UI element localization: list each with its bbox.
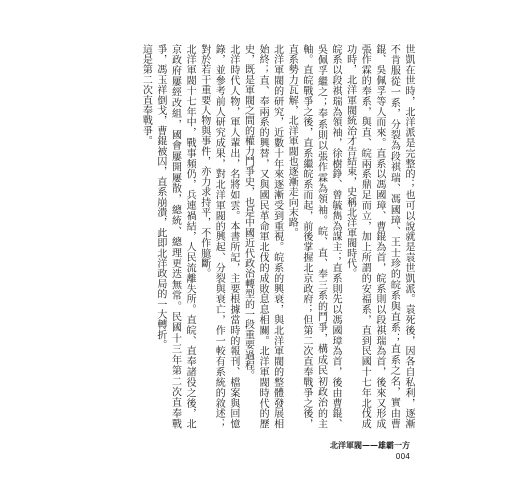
- page-footer: [330, 440, 410, 462]
- paragraph-4: 北洋時代人物，軍人輩出，名將如雲。本書所記，主要根據當時的報刊、檔案與回憶錄，並參考前人研究成果，對北洋軍閥的興起、分裂與衰亡，作一較有系統的敘述；對於若干重要人物與事件，亦力求持平，不作臆斷。: [198, 44, 239, 429]
- paragraph-2: 皖系以段祺瑞為領袖，徐樹錚、曾毓雋為謀主；直系則先以馮國璋為首，後由曹錕、吳佩孚繼之；奉系則以張作霖為領袖。皖、直、奉三系的鬥爭，構成民初政治的主軸。直皖戰爭之後，直系繼皖系而起，前後掌握北京政府；但第二次直奉戰爭之後，直系勢力瓦解，北洋軍閥也逐漸走向末路。: [286, 44, 342, 429]
- page-number: 004: [395, 452, 410, 461]
- paragraph-5: 北洋軍閥十七年中，戰事頻仍，兵連禍結，人民流離失所。直皖、直奉諸役之後，北京政府屢經改組，國會屢開屢散，總統、總理更迭無常。民國十三年第二次直奉戰爭，馮玉祥倒戈，曹錕被囚，直系崩潰，此即北洋政局的一大轉折。: [154, 44, 196, 429]
- paragraph-1: 世凱在世時，北洋派是完整的；也可以說就是袁世凱派。袁死後，因各自私利，逐漸不肯服從一系，分裂為段祺瑞、馮國璋、王士珍的皖系與直系；直系之名，實由曹錕、吳佩孚等人而來。直系以馮國璋、曹錕為首，皖系則以段祺瑞為首，後來又形成張作霖的奉系，與直、皖兩系鼎足而立，加上所謂的安福系，直到民國十七年北伐成功時，北洋軍閥統治才告結束，史稱北洋軍閥時代。: [344, 44, 414, 429]
- paragraph-6: 這是第二次直奉戰爭。: [140, 44, 152, 146]
- paragraph-3: 北洋軍閥的研究，近數十年來逐漸受到重視。皖系的興衰，與北洋軍閥的整體發展相始終；直、奉兩系的興替，又與國民革命軍北伐的成敗息息相關。北洋軍閥時代的歷史，既是軍閥之間的權力鬥爭史，也是中國近代政治轉型的一段重要過程。: [242, 44, 283, 429]
- running-title: 北洋軍閥——雄霸一方: [330, 440, 410, 450]
- vertical-text-body: [105, 44, 415, 429]
